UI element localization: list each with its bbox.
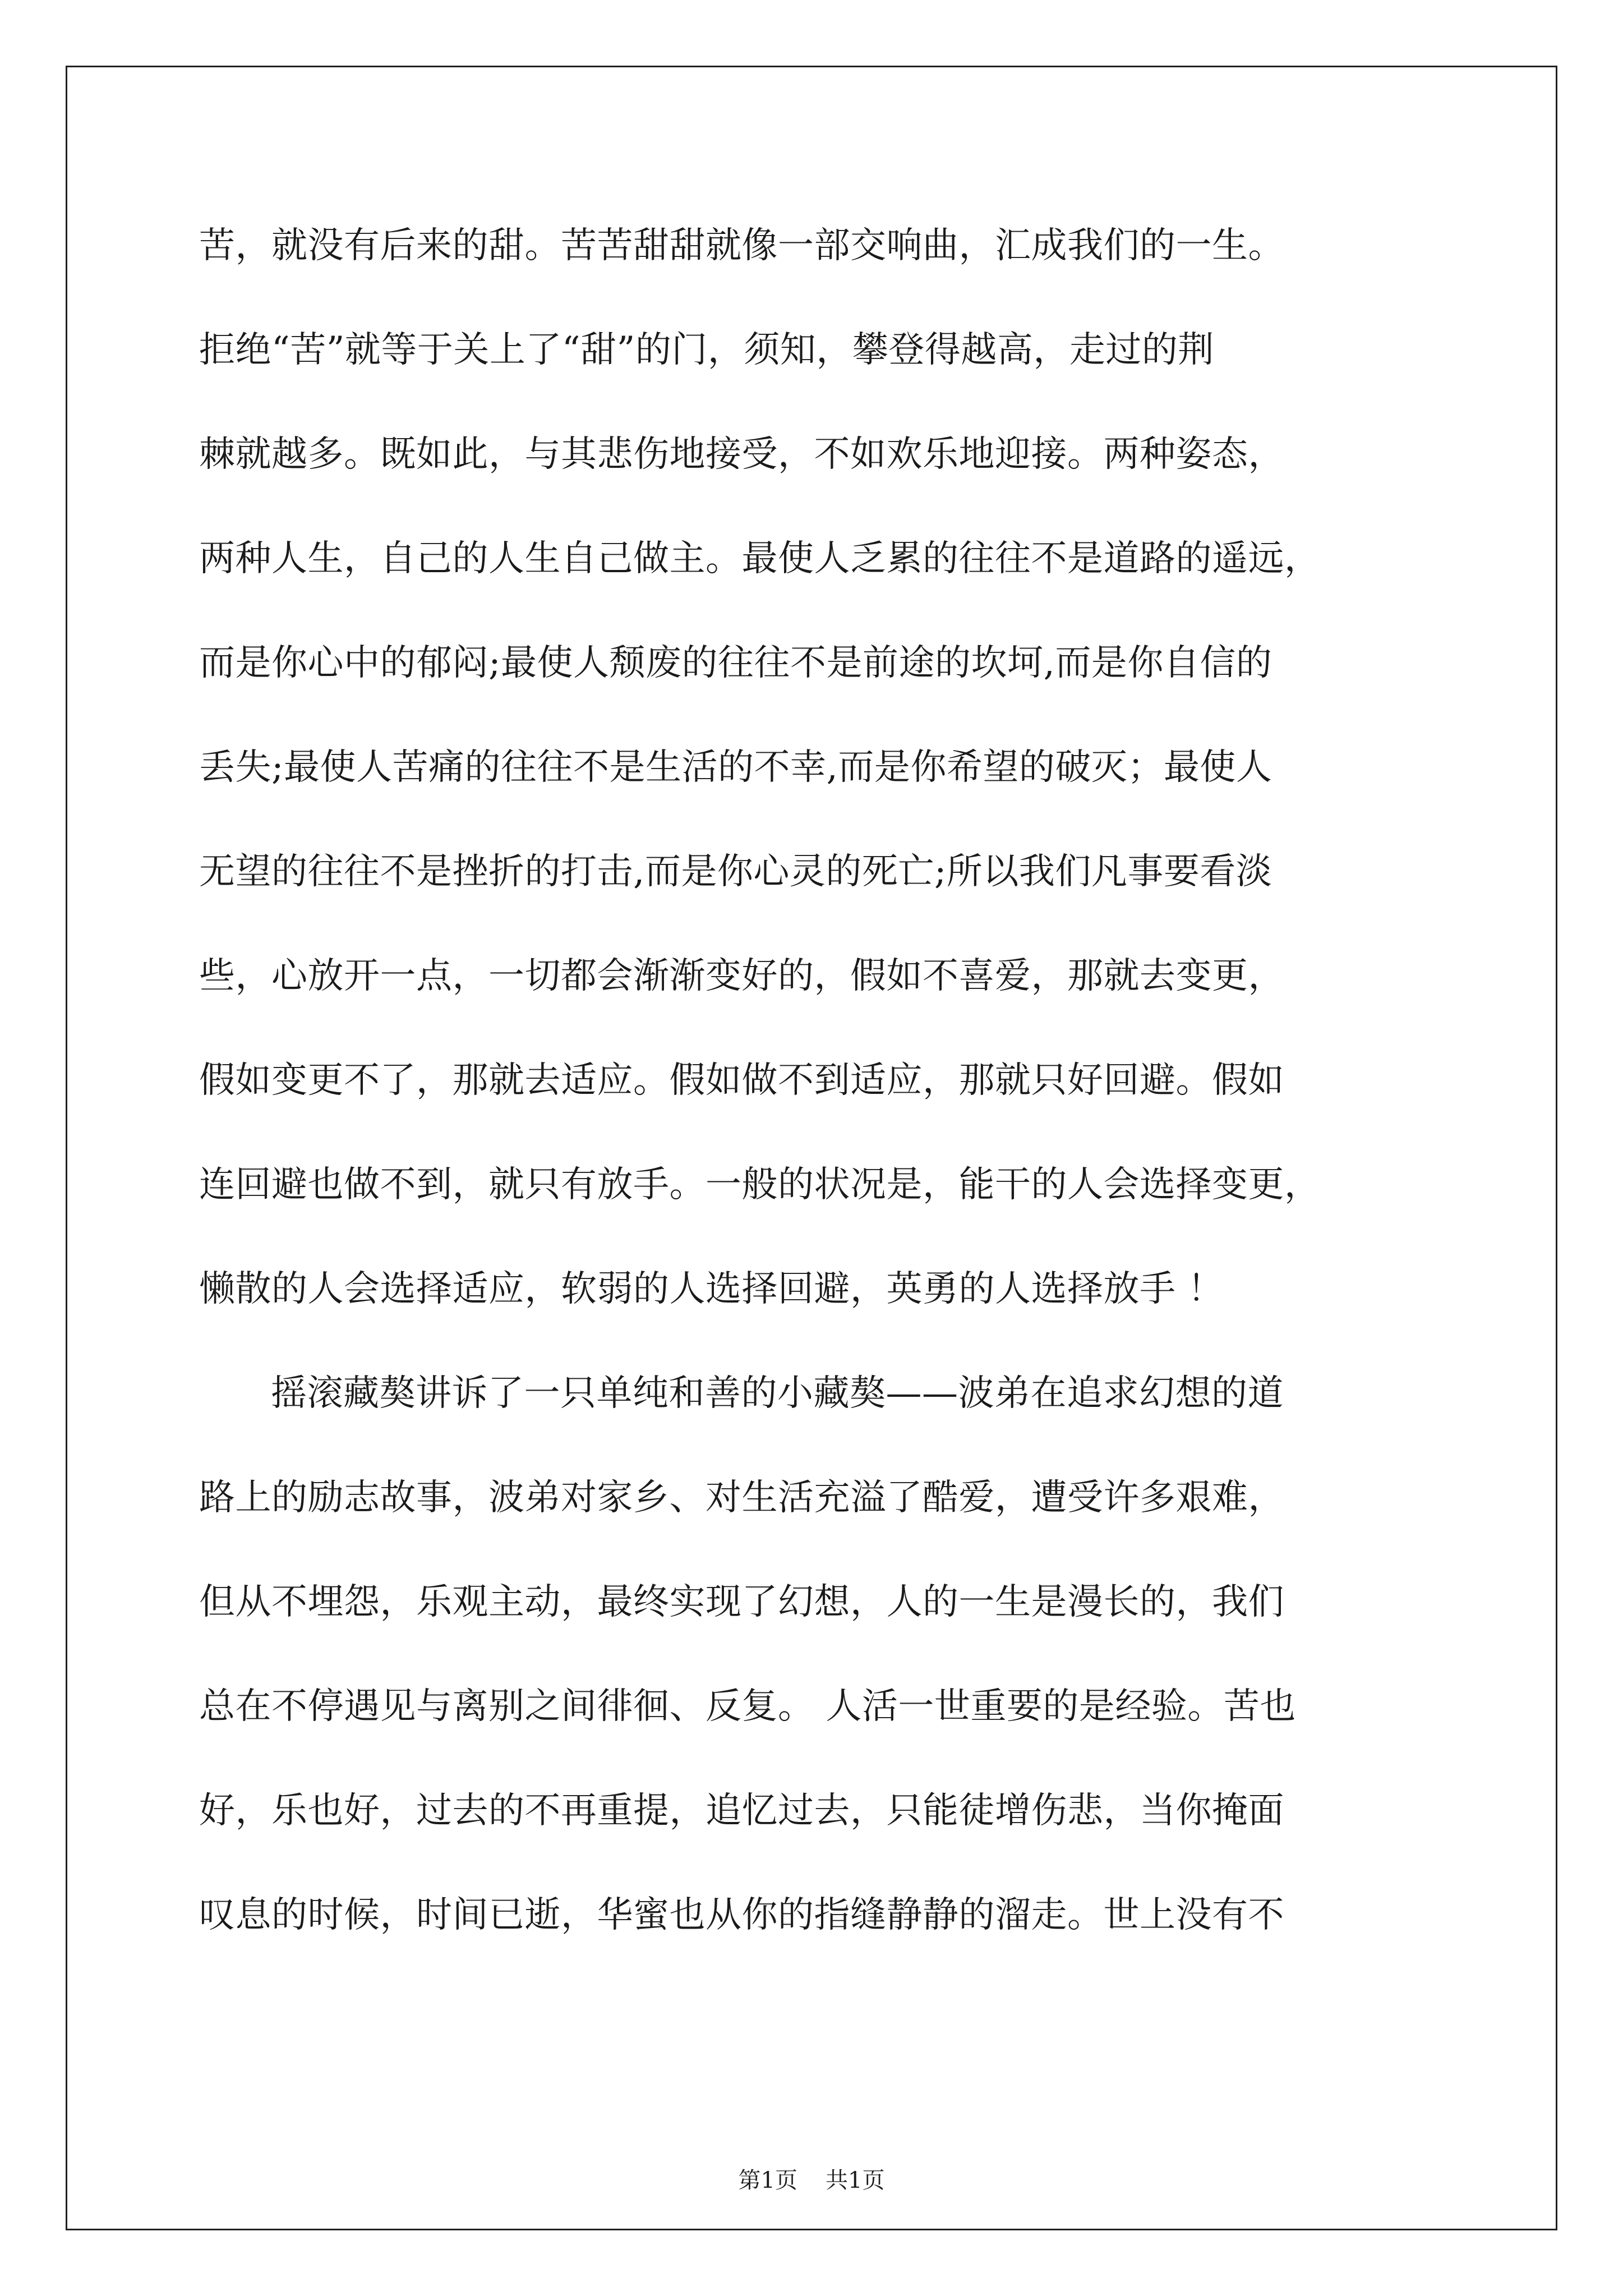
text-line: 叹息的时候，时间已逝，华蜜也从你的指缝静静的溜走。世上没有不 bbox=[199, 1894, 1284, 1936]
page-number-total: 共1页 bbox=[826, 2168, 885, 2193]
text-line: 苦，就没有后来的甜。苦苦甜甜就像一部交响曲，汇成我们的一生。 bbox=[199, 225, 1284, 266]
text-line: 连回避也做不到，就只有放手。一般的状况是，能干的人会选择变更， bbox=[199, 1164, 1321, 1205]
text-line: 假如变更不了，那就去适应。假如做不到适应，那就只好回避。假如 bbox=[199, 1060, 1284, 1101]
text-line: 但从不埋怨，乐观主动，最终实现了幻想，人的一生是漫长的，我们 bbox=[199, 1581, 1284, 1623]
text-line: 拒绝“苦”就等于关上了“甜”的门，须知，攀登得越高，走过的荆 bbox=[199, 329, 1214, 371]
text-line: 路上的励志故事，波弟对家乡、对生活充溢了酷爱，遭受许多艰难， bbox=[199, 1477, 1284, 1519]
text-line: 总在不停遇见与离别之间徘徊、反复。 人活一世重要的是经验。苦也 bbox=[199, 1686, 1296, 1727]
page-number-current: 第1页 bbox=[738, 2168, 797, 2193]
text-line: 好，乐也好，过去的不再重提，追忆过去，只能徒增伤悲，当你掩面 bbox=[199, 1790, 1284, 1832]
page-footer bbox=[0, 2162, 1623, 2194]
text-line: 无望的往往不是挫折的打击,而是你心灵的死亡;所以我们凡事要看淡 bbox=[199, 851, 1272, 892]
text-line: 棘就越多。既如此，与其悲伤地接受，不如欢乐地迎接。两种姿态， bbox=[199, 434, 1284, 475]
text-line: 丢失;最使人苦痛的往往不是生活的不幸,而是你希望的破灭；最使人 bbox=[199, 747, 1272, 788]
document-body bbox=[199, 218, 1450, 1991]
text-line: 而是你心中的郁闷;最使人颓废的往往不是前途的坎坷,而是你自信的 bbox=[199, 642, 1272, 684]
text-line: 些，心放开一点，一切都会渐渐变好的，假如不喜爱，那就去变更， bbox=[199, 955, 1284, 997]
paragraph-start-line: 摇滚藏獒讲诉了一只单纯和善的小藏獒——波弟在追求幻想的道 bbox=[271, 1373, 1284, 1414]
text-line: 两种人生，自己的人生自己做主。最使人乏累的往往不是道路的遥远， bbox=[199, 538, 1321, 579]
text-line: 懒散的人会选择适应，软弱的人选择回避，英勇的人选择放手 ！ bbox=[199, 1268, 1224, 1310]
